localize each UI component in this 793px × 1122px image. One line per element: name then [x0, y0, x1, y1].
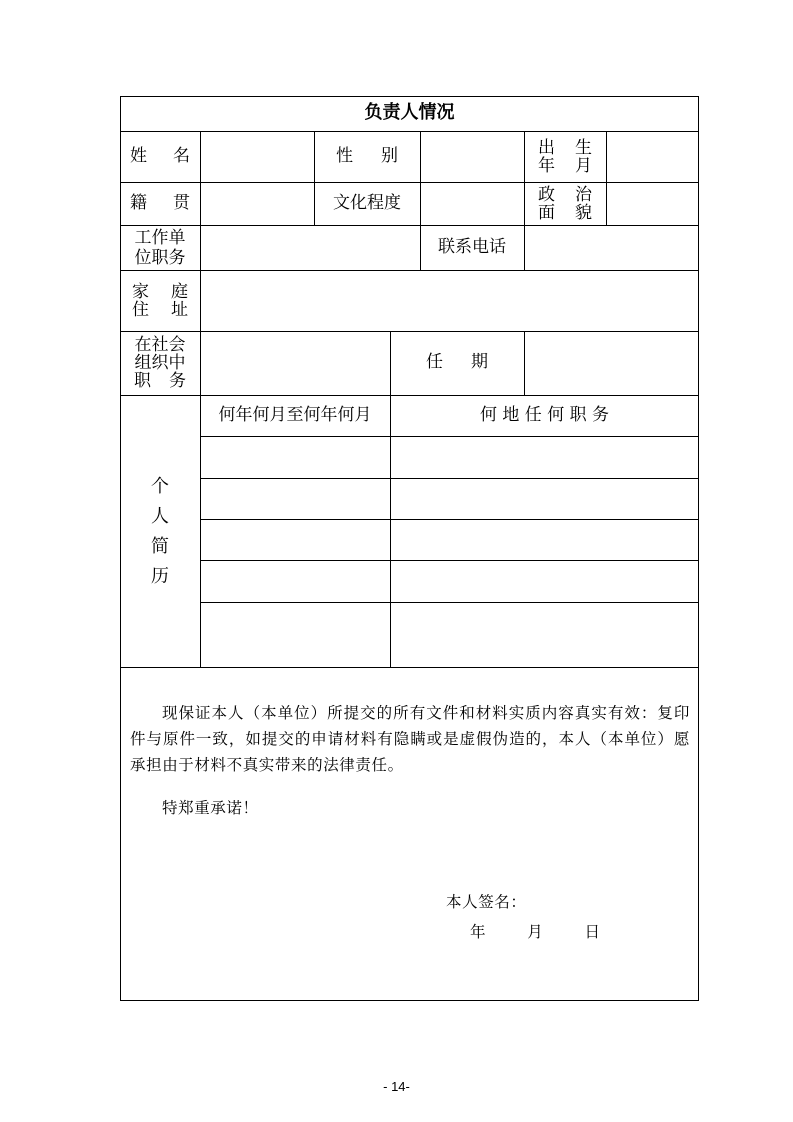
name-label: 姓 名	[130, 145, 190, 166]
resume-position-field[interactable]	[391, 520, 699, 560]
birth-date-label: 出 生 年 月	[538, 137, 592, 176]
home-address-field[interactable]	[201, 271, 699, 331]
date-day-label: 日	[584, 923, 600, 941]
promise-text: 特郑重承诺！	[162, 799, 259, 817]
table-title: 负责人情况	[364, 102, 455, 124]
date-year-label: 年	[470, 923, 486, 941]
education-field[interactable]	[421, 183, 524, 225]
resume-time-field[interactable]	[201, 437, 390, 478]
political-status-label: 政 治 面 貌	[538, 184, 592, 223]
phone-field[interactable]	[525, 226, 699, 270]
gender-label: 性 别	[336, 145, 398, 166]
home-address-label: 家 庭 住 址	[132, 281, 188, 320]
resume-position-field[interactable]	[391, 603, 699, 667]
resume-position-field[interactable]	[391, 437, 699, 478]
name-field[interactable]	[201, 132, 314, 182]
resume-time-field[interactable]	[201, 603, 390, 667]
social-org-position-label: 在社会 组织中 职 务	[134, 335, 186, 391]
political-status-field[interactable]	[607, 183, 699, 225]
term-field[interactable]	[525, 332, 699, 395]
social-org-position-field[interactable]	[201, 332, 390, 395]
resume-time-field[interactable]	[201, 520, 390, 560]
resume-position-field[interactable]	[391, 479, 699, 519]
term-label: 任 期	[426, 352, 488, 373]
work-unit-position-label: 工作单 位职务	[134, 227, 186, 268]
work-unit-position-field[interactable]	[201, 226, 420, 270]
education-label: 文化程度	[333, 192, 401, 213]
resume-label: 个 人 简 历	[151, 476, 169, 587]
phone-label: 联系电话	[438, 236, 506, 257]
row-divider	[120, 667, 699, 668]
resume-time-field[interactable]	[201, 561, 390, 602]
signature-date	[470, 920, 600, 942]
resume-time-column-header: 何年何月至何年何月	[218, 404, 372, 425]
resume-position-field[interactable]	[391, 561, 699, 602]
native-place-field[interactable]	[201, 183, 314, 225]
date-month-label: 月	[527, 923, 543, 941]
gender-field[interactable]	[421, 132, 524, 182]
page-number: - 14-	[383, 1079, 410, 1094]
signature-label: 本人签名：	[446, 893, 527, 911]
resume-position-column-header: 何 地 任 何 职 务	[479, 404, 610, 425]
declaration-text: 现保证本人（本单位）所提交的所有文件和材料实质内容真实有效：复印件与原件一致，如提交的申请材料有隐瞒或是虚假伪造的，本人（本单位）愿承担由于材料不真实带来的法律责任。	[130, 704, 690, 774]
resume-time-field[interactable]	[201, 479, 390, 519]
birth-date-field[interactable]	[607, 132, 699, 182]
native-place-label: 籍 贯	[130, 192, 190, 213]
